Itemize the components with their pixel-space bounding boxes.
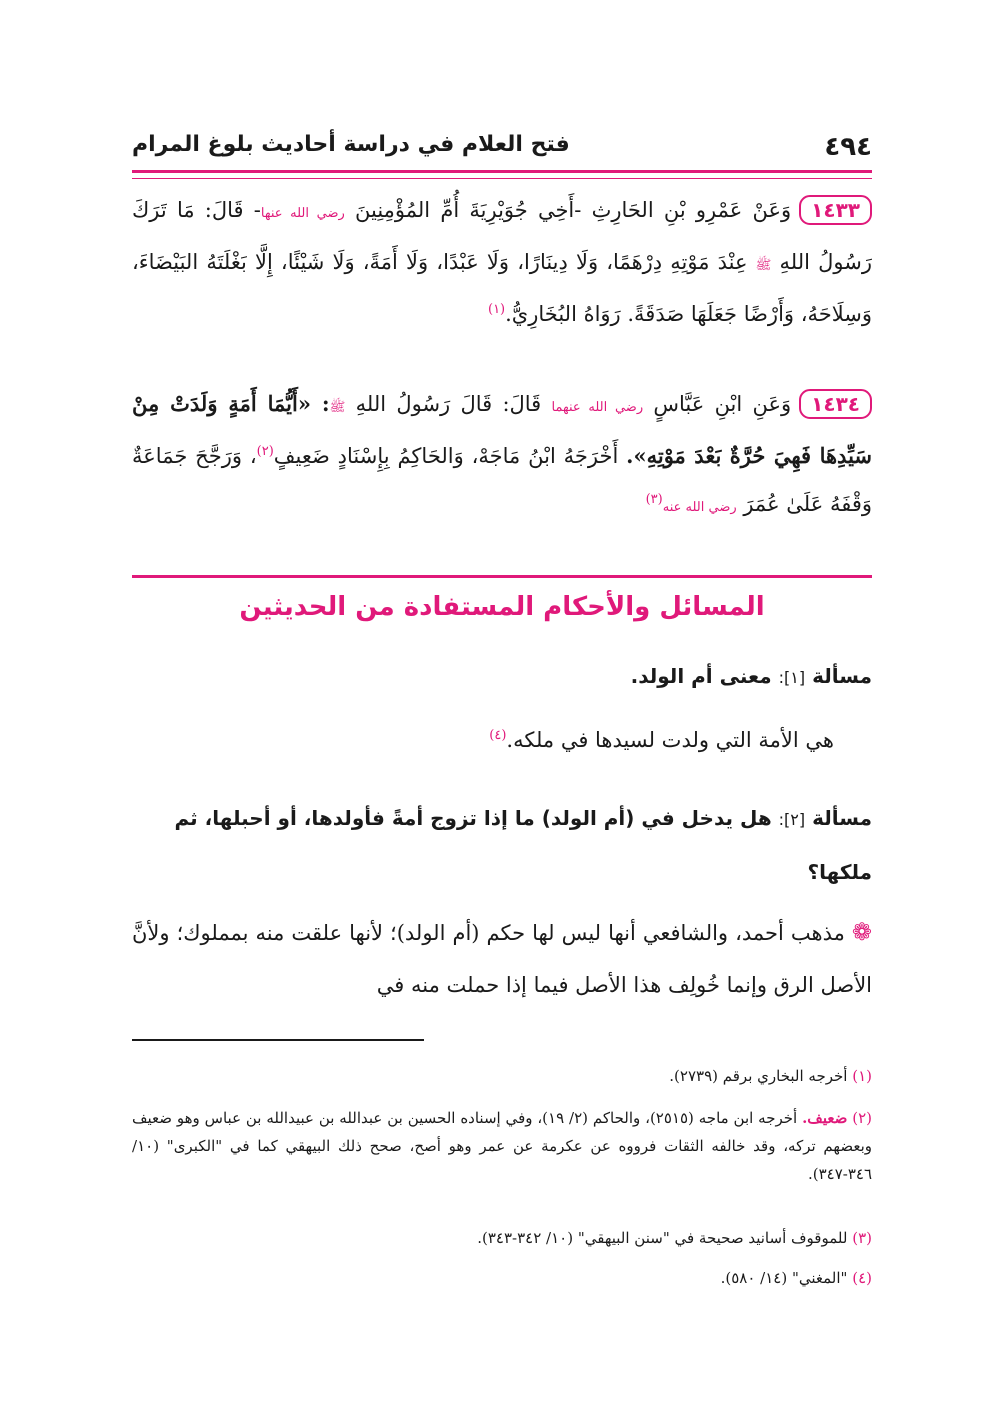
section-title: المسائل والأحكام المستفادة من الحديثين (239, 592, 765, 622)
issue-title: معنى أم الولد. (630, 664, 772, 688)
section-divider (132, 575, 872, 578)
issue-1-heading (132, 650, 872, 704)
honorific-glyph: ﷺ (329, 400, 346, 415)
footnote-text: أخرجه ابن ماجه (٢٥١٥)، والحاكم (٢/ ١٩)، وفي إسناده الحسين بن عبدالله بن عبيدالله بن عباس وهو ضعيف وبعضهم تركه، وقد خالفه الثقات فرووه عن عكرمة عن عمر وهو أصح، صحح ذلك البيهقي كما في "الكبرى" (١٠/ ٣٤٦-٣٤٧). (132, 1109, 872, 1183)
footnote-number: (١) (852, 1067, 872, 1085)
issue-title: هل يدخل في (أم الولد) ما إذا تزوج أمةً فأولدها، أو أحبلها، ثم ملكها؟ (174, 806, 872, 884)
honorific-glyph: رضي الله عنها (260, 206, 345, 221)
hadith-text: وَعَنِ ابْنِ عَبَّاسٍ (653, 392, 792, 416)
hadith-text: عِنْدَ مَوْتِهِ دِرْهَمًا، وَلَا دِينَارًا، وَلَا عَبْدًا، وَلَا أَمَةً، وَلَا شَيْئًا، إِلَّا بَغْلَتَهُ (206, 250, 748, 274)
footnote-ref[interactable]: (١) (487, 302, 506, 317)
grading-label: ضعيف. (802, 1109, 848, 1127)
hadith-text: - قَالَ: مَا تَرَكَ (132, 198, 261, 222)
issue-2-heading (132, 792, 872, 898)
hadith-text: وَرَجَّحَ جَمَاعَةٌ وَقْفَهُ عَلَىٰ عُمَرَ (132, 444, 872, 516)
header-rule-top (132, 170, 872, 173)
hadith-text: البَيْضَاءَ، وَسِلَاحَهُ، وَأَرْضًا جَعَلَهَا صَدَقَةً. رَوَاهُ البُخَارِيُّ. (132, 250, 872, 326)
hadith-text: أَخْرَجَهُ ابْنُ مَاجَهْ، وَالحَاكِمُ بِإِسْنَادٍ ضَعِيفٍ (273, 444, 619, 468)
footnote-1 (132, 1062, 872, 1090)
hadith-number-badge: ١٤٣٣ (799, 195, 872, 225)
hadith-number-badge: ١٤٣٤ (799, 389, 872, 419)
issue-text: هي الأمة التي ولدت لسيدها في ملكه. (506, 728, 834, 752)
issue-text: مذهب أحمد، والشافعي أنها ليس لها حكم (أم الولد)؛ لأنها علقت منه بمملوك؛ ولأنَّ الأصل الرق وإنما خُولِف هذا الأصل فيما إذا حملت منه في (132, 921, 872, 997)
footnote-ref[interactable]: (٤) (489, 728, 507, 743)
flower-bullet-icon: ❁ (851, 918, 872, 946)
hadith-text: قَالَ: قَالَ رَسُولُ اللهِ (355, 392, 542, 416)
issue-label: مسألة (812, 806, 872, 830)
footnote-text: للموقوف أسانيد صحيحة في "سنن البيهقي" (١٠/ ٣٤٢-٣٤٣). (477, 1229, 848, 1247)
footnote-3 (132, 1224, 872, 1252)
page-number: ٤٩٤ (824, 132, 872, 162)
issue-number: [١]: (778, 668, 806, 687)
header-rule-bottom (132, 178, 872, 179)
hadith-text: سَيِّدِهَا فَهِيَ حُرَّةٌ بَعْدَ مَوْتِهِ». (626, 443, 872, 468)
issue-number: [٢]: (778, 810, 806, 829)
footnote-ref[interactable]: (٣) (645, 492, 663, 507)
hadith-text: رَسُولُ اللهِ (779, 250, 872, 274)
honorific-glyph: رضي الله عنه (662, 500, 737, 515)
footnote-number: (٤) (852, 1269, 872, 1287)
honorific-glyph: ﷺ (755, 258, 772, 273)
hadith-1433 (132, 186, 872, 338)
footnote-ref[interactable]: (٢) (256, 444, 274, 459)
running-title: فتح العلام في دراسة أحاديث بلوغ المرام (132, 132, 570, 157)
footnote-text: "المغني" (١٤/ ٥٨٠). (720, 1269, 848, 1287)
footnote-4 (132, 1264, 872, 1292)
footnote-text: أخرجه البخاري برقم (٢٧٣٩). (669, 1067, 848, 1085)
footnote-number: (٣) (852, 1229, 872, 1247)
hadith-text: وَعَنْ عَمْرِو بْنِ الحَارِثِ -أَخِي جُوَيْرِيَةَ أُمِّ المُؤْمِنِينَ (355, 198, 792, 222)
footnote-number: (٢) (852, 1109, 872, 1127)
issue-2-body (132, 906, 872, 1011)
issue-label: مسألة (812, 664, 872, 688)
footnote-separator (132, 1039, 424, 1041)
issue-1-body (134, 716, 834, 764)
honorific-glyph: رضي الله عنهما (551, 400, 644, 415)
hadith-text: : «أَيُّمَا أَمَةٍ وَلَدَتْ مِنْ (132, 391, 330, 416)
hadith-1434: ١٤٣٤وَعَنِ ابْنِ عَبَّاسٍ رضي الله عنهما قَالَ: قَالَ رَسُولُ اللهِ ﷺ: «أَيُّمَا أَمَةٍ وَلَدَتْ مِنْ سَيِّدِهَا فَهِيَ حُرَّةٌ بَعْدَ مَوْتِهِ». أَخْرَجَهُ ابْنُ مَاجَهْ، وَالحَاكِمُ بِإِسْنَادٍ ضَعِيفٍ$^{(٢)}$، وَرَجَّحَ جَمَاعَةٌ وَقْفَهُ عَلَىٰ عُمَرَ رضي الله عنه$^{(٣)}$ (132, 391, 872, 516)
footnote-2 (132, 1104, 872, 1188)
